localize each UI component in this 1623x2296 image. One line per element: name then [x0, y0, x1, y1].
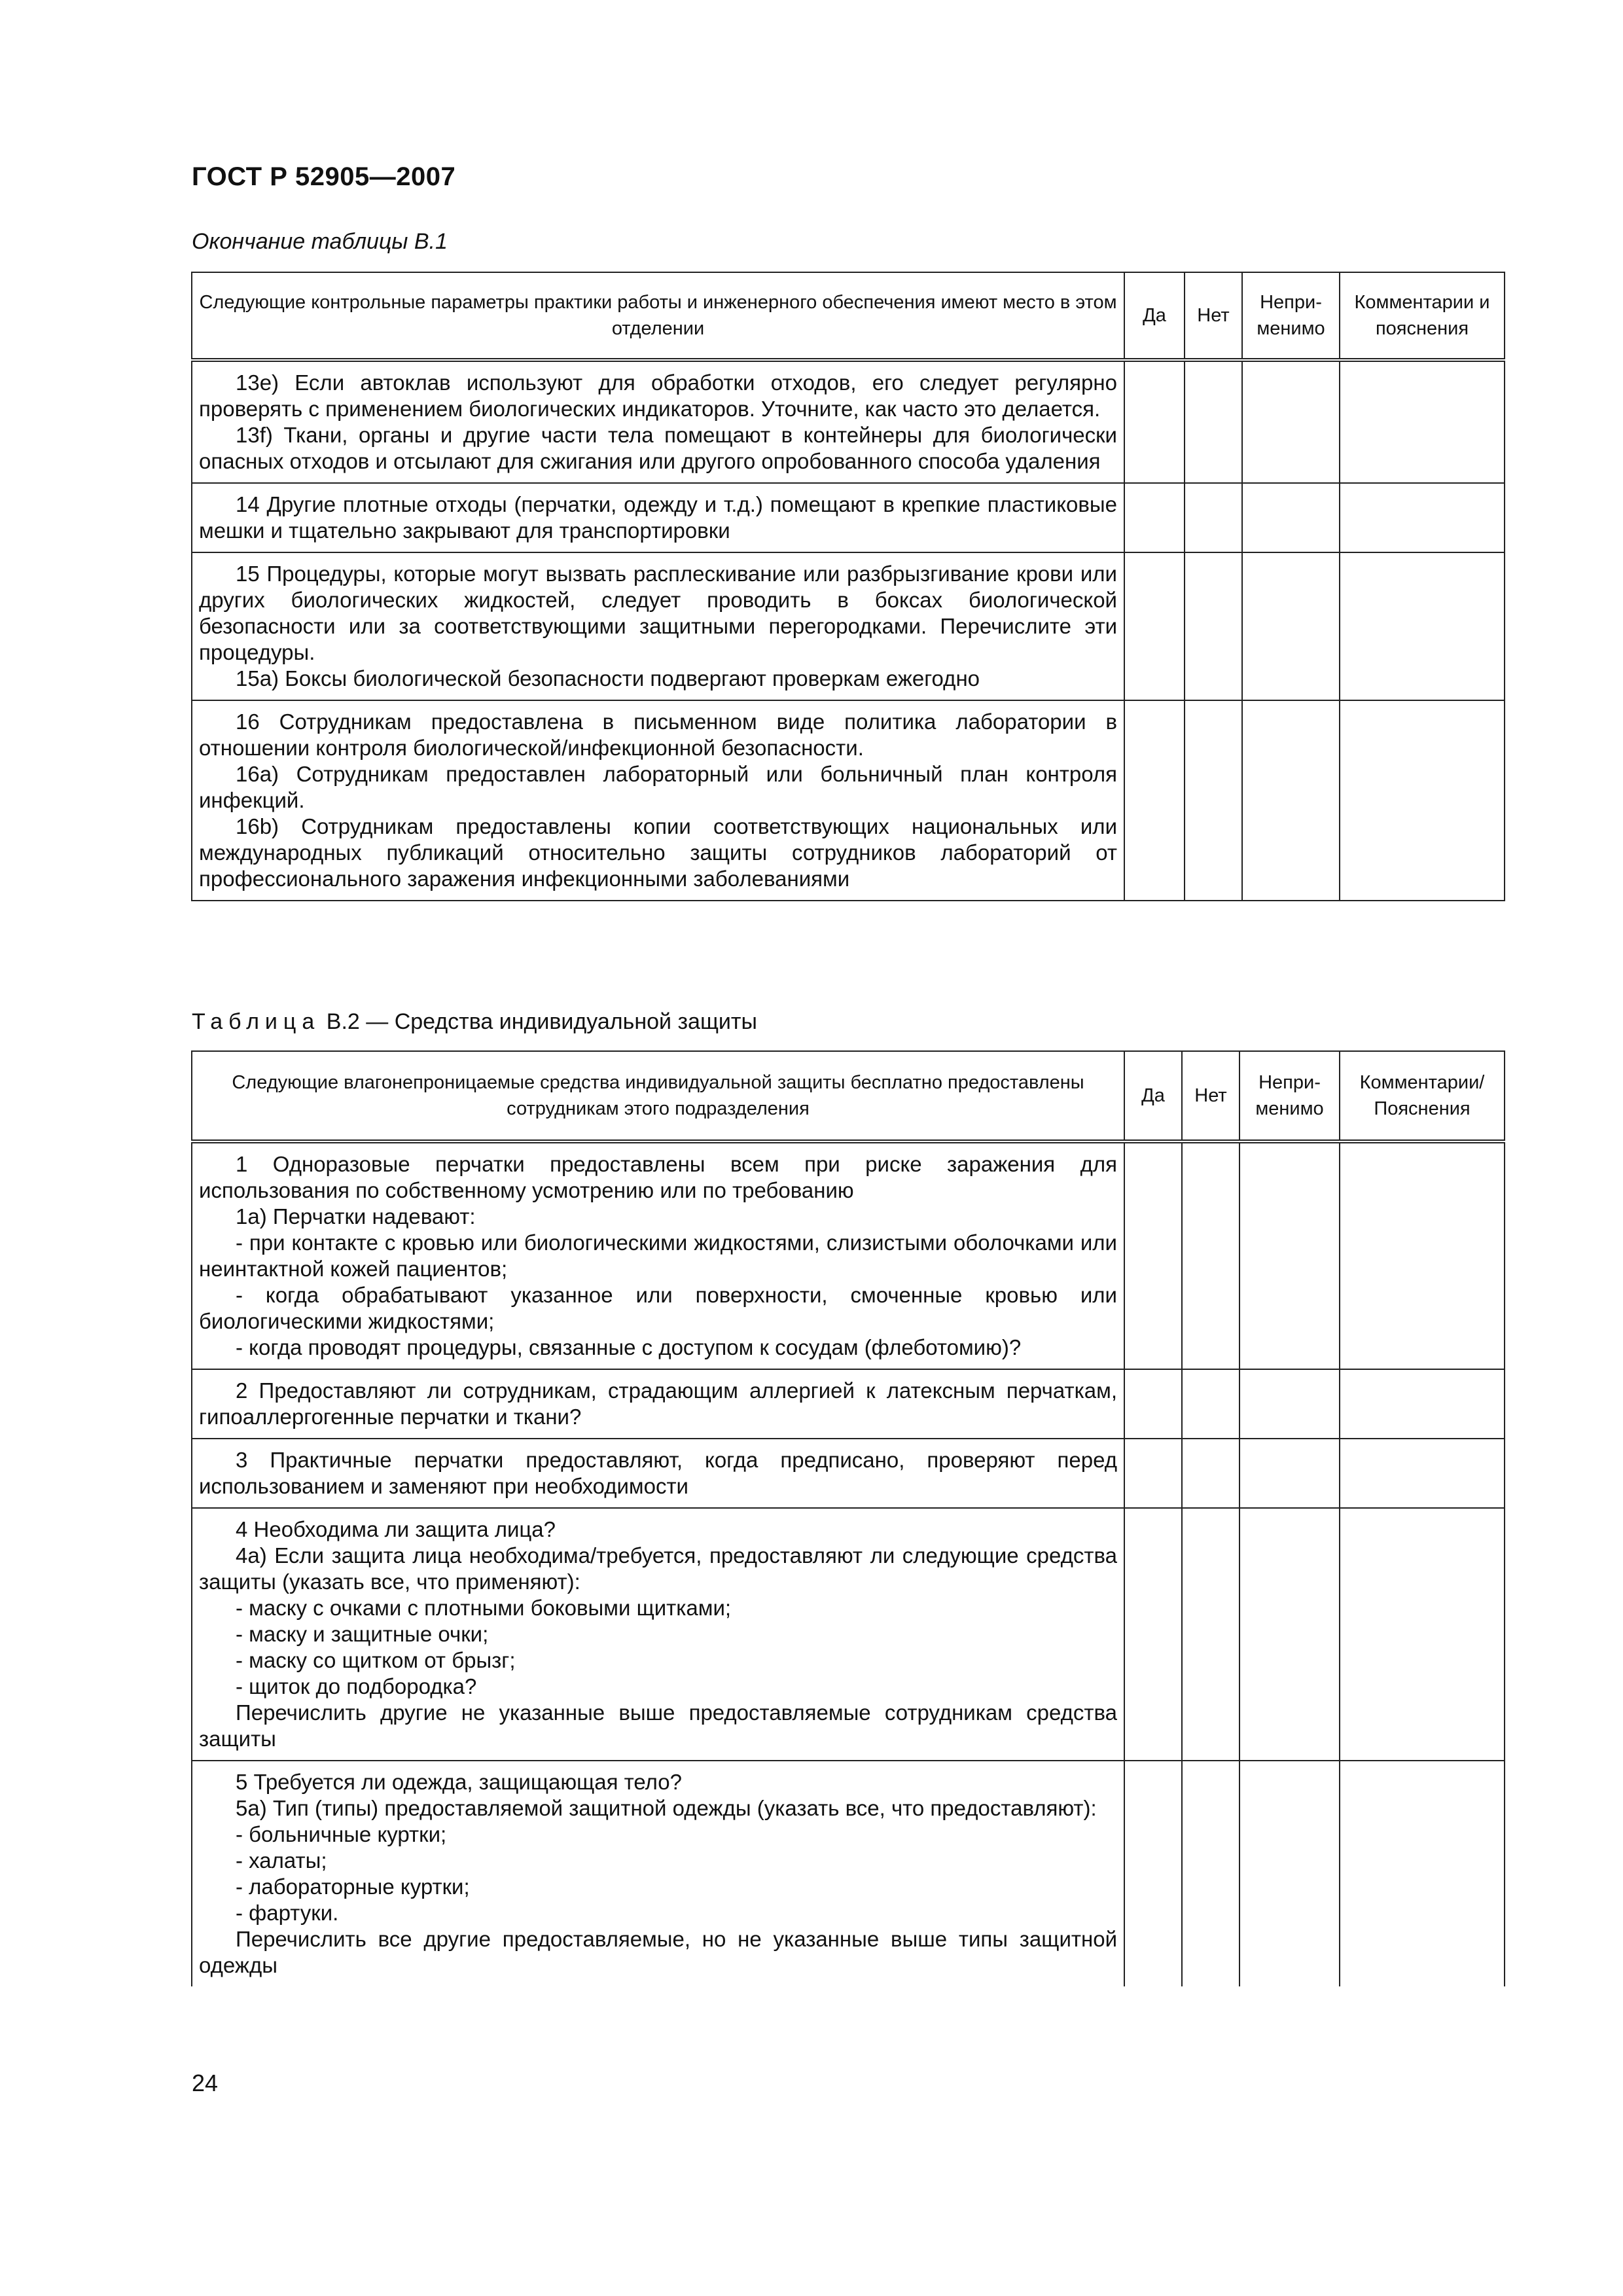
column-header-question: Следующие контрольные параметры практики работы и инженерного обеспечения имеют место в этом отделении — [192, 272, 1124, 360]
table-row — [192, 1761, 1505, 1986]
question-paragraph: 5 Требуется ли одежда, защищающая тело? — [236, 1770, 682, 1794]
answer-no-cell[interactable] — [1182, 1369, 1240, 1439]
answer-na-cell[interactable] — [1240, 1761, 1340, 1986]
answer-yes-cell[interactable] — [1124, 1141, 1182, 1369]
question-paragraph: - когда обрабатывают указанное или поверхности, смоченные кровью или биологическими жидкостями; — [199, 1283, 1117, 1333]
answer-na-cell[interactable] — [1240, 1141, 1340, 1369]
question-paragraph: 14 Другие плотные отходы (перчатки, одежду и т.д.) помещают в крепкие пластиковые мешки и тщательно закрывают для транспортировки — [199, 492, 1117, 543]
question-paragraph: 1 Одноразовые перчатки предоставлены всем при риске заражения для использования по собственному усмотрению или по требованию — [199, 1152, 1117, 1202]
answer-na-cell[interactable] — [1240, 1508, 1340, 1761]
question-paragraph: 2 Предоставляют ли сотрудникам, страдающим аллергией к латексным перчаткам, гипоаллергогенные перчатки и ткани? — [199, 1378, 1117, 1429]
answer-yes-cell[interactable] — [1124, 700, 1185, 901]
table1-checklist — [191, 272, 1505, 901]
question-paragraph: Перечислить все другие предоставляемые, но не указанные выше типы защитной одежды — [199, 1927, 1117, 1977]
question-paragraph: Перечислить другие не указанные выше предоставляемые сотрудникам средства защиты — [199, 1700, 1117, 1751]
question-paragraph: 4 Необходима ли защита лица? — [236, 1517, 556, 1541]
comment-cell[interactable] — [1340, 1508, 1505, 1761]
question-paragraph: 3 Практичные перчатки предоставляют, когда предписано, проверяют перед использованием и заменяют при необходимости — [199, 1448, 1117, 1498]
question-cell — [192, 1508, 1124, 1761]
question-paragraph: 16b) Сотрудникам предоставлены копии соответствующих национальных или международных публикаций относительно защиты сотрудников лабораторий от профессионального заражения инфекционными заболеваниями — [199, 814, 1117, 891]
question-paragraph: - когда проводят процедуры, связанные с доступом к сосудам (флеботомию)? — [236, 1335, 1022, 1359]
table-row — [192, 360, 1505, 483]
answer-no-cell[interactable] — [1185, 360, 1242, 483]
question-paragraph: 5a) Тип (типы) предоставляемой защитной одежды (указать все, что предоставляют): — [236, 1796, 1097, 1820]
answer-no-cell[interactable] — [1182, 1761, 1240, 1986]
answer-yes-cell[interactable] — [1124, 1439, 1182, 1508]
question-paragraph: - при контакте с кровью или биологическими жидкостями, слизистыми оболочками или неинтактной кожей пациентов; — [199, 1230, 1117, 1281]
table2-caption-prefix: Таблица — [192, 1009, 321, 1034]
column-header-yes: Да — [1124, 272, 1185, 360]
question-paragraph: 15 Процедуры, которые могут вызвать расплескивание или разбрызгивание крови или других биологических жидкостей, следует проводить в боксах биологической безопасности или за соответствующими защитными перегородками. Перечислите эти процедуры. — [199, 562, 1117, 664]
question-cell — [192, 1369, 1124, 1439]
answer-yes-cell[interactable] — [1124, 552, 1185, 700]
column-header-question: Следующие влагонепроницаемые средства индивидуальной защиты бесплатно предоставлены сотрудникам этого подразделения — [192, 1051, 1124, 1141]
question-paragraph: - лабораторные куртки; — [236, 1874, 470, 1899]
page-number: 24 — [192, 2070, 219, 2096]
comment-cell[interactable] — [1340, 360, 1505, 483]
question-cell — [192, 360, 1124, 483]
table2-caption-title: В.2 — Средства индивидуальной защиты — [326, 1009, 757, 1034]
table2-caption — [192, 1009, 757, 1035]
column-header-comments: Комментарии и пояснения — [1340, 272, 1505, 360]
table-row — [192, 1508, 1505, 1761]
question-paragraph: - халаты; — [236, 1848, 327, 1873]
question-cell — [192, 552, 1124, 700]
answer-no-cell[interactable] — [1182, 1508, 1240, 1761]
question-paragraph: 16a) Сотрудникам предоставлен лабораторный или больничный план контроля инфекций. — [199, 762, 1117, 812]
question-paragraph: 1a) Перчатки надевают: — [236, 1204, 476, 1229]
table-row — [192, 1439, 1505, 1508]
question-paragraph: 4a) Если защита лица необходима/требуется, предоставляют ли следующие средства защиты (указать все, что применяют): — [199, 1543, 1117, 1594]
comment-cell[interactable] — [1340, 700, 1505, 901]
table1-caption: Окончание таблицы В.1 — [192, 229, 448, 254]
column-header-yes: Да — [1124, 1051, 1182, 1141]
table-row — [192, 700, 1505, 901]
question-cell — [192, 1141, 1124, 1369]
column-header-not-applicable: Непри-менимо — [1240, 1051, 1340, 1141]
question-cell — [192, 483, 1124, 552]
column-header-no: Нет — [1185, 272, 1242, 360]
comment-cell[interactable] — [1340, 1369, 1505, 1439]
question-paragraph: 13e) Если автоклав используют для обработки отходов, его следует регулярно проверять с применением биологических индикаторов. Уточните, как часто это делается. — [199, 370, 1117, 421]
answer-no-cell[interactable] — [1182, 1141, 1240, 1369]
question-paragraph: - щиток до подбородка? — [236, 1674, 477, 1698]
question-paragraph: 15a) Боксы биологической безопасности подвергают проверкам ежегодно — [236, 666, 980, 691]
question-paragraph: 16 Сотрудникам предоставлена в письменном виде политика лаборатории в отношении контроля биологической/инфекционной безопасности. — [199, 709, 1117, 760]
table-row — [192, 552, 1505, 700]
question-paragraph: 13f) Ткани, органы и другие части тела помещают в контейнеры для биологически опасных отходов и отсылают для сжигания или другого опробованного способа удаления — [199, 423, 1117, 473]
question-paragraph: - маску со щитком от брызг; — [236, 1648, 516, 1672]
comment-cell[interactable] — [1340, 1439, 1505, 1508]
table-row — [192, 1141, 1505, 1369]
question-cell — [192, 700, 1124, 901]
column-header-comments: Комментарии/ Пояснения — [1340, 1051, 1505, 1141]
comment-cell[interactable] — [1340, 1761, 1505, 1986]
answer-yes-cell[interactable] — [1124, 360, 1185, 483]
question-cell — [192, 1761, 1124, 1986]
answer-yes-cell[interactable] — [1124, 1508, 1182, 1761]
answer-na-cell[interactable] — [1242, 483, 1340, 552]
table-row — [192, 483, 1505, 552]
answer-na-cell[interactable] — [1242, 700, 1340, 901]
question-paragraph: - маску с очками с плотными боковыми щитками; — [236, 1596, 732, 1620]
answer-no-cell[interactable] — [1185, 552, 1242, 700]
answer-na-cell[interactable] — [1242, 360, 1340, 483]
question-paragraph: - маску и защитные очки; — [236, 1622, 489, 1646]
answer-yes-cell[interactable] — [1124, 1761, 1182, 1986]
answer-no-cell[interactable] — [1185, 483, 1242, 552]
question-cell — [192, 1439, 1124, 1508]
table-row — [192, 1369, 1505, 1439]
column-header-not-applicable: Непри-менимо — [1242, 272, 1340, 360]
answer-yes-cell[interactable] — [1124, 1369, 1182, 1439]
table2-ppe — [191, 1050, 1505, 1986]
question-paragraph: - фартуки. — [236, 1901, 339, 1925]
comment-cell[interactable] — [1340, 483, 1505, 552]
answer-na-cell[interactable] — [1240, 1369, 1340, 1439]
column-header-no: Нет — [1182, 1051, 1240, 1141]
question-paragraph: - больничные куртки; — [236, 1822, 447, 1846]
answer-no-cell[interactable] — [1185, 700, 1242, 901]
answer-na-cell[interactable] — [1240, 1439, 1340, 1508]
answer-no-cell[interactable] — [1182, 1439, 1240, 1508]
answer-na-cell[interactable] — [1242, 552, 1340, 700]
comment-cell[interactable] — [1340, 552, 1505, 700]
document-header: ГОСТ Р 52905—2007 — [192, 162, 456, 191]
comment-cell[interactable] — [1340, 1141, 1505, 1369]
answer-yes-cell[interactable] — [1124, 483, 1185, 552]
